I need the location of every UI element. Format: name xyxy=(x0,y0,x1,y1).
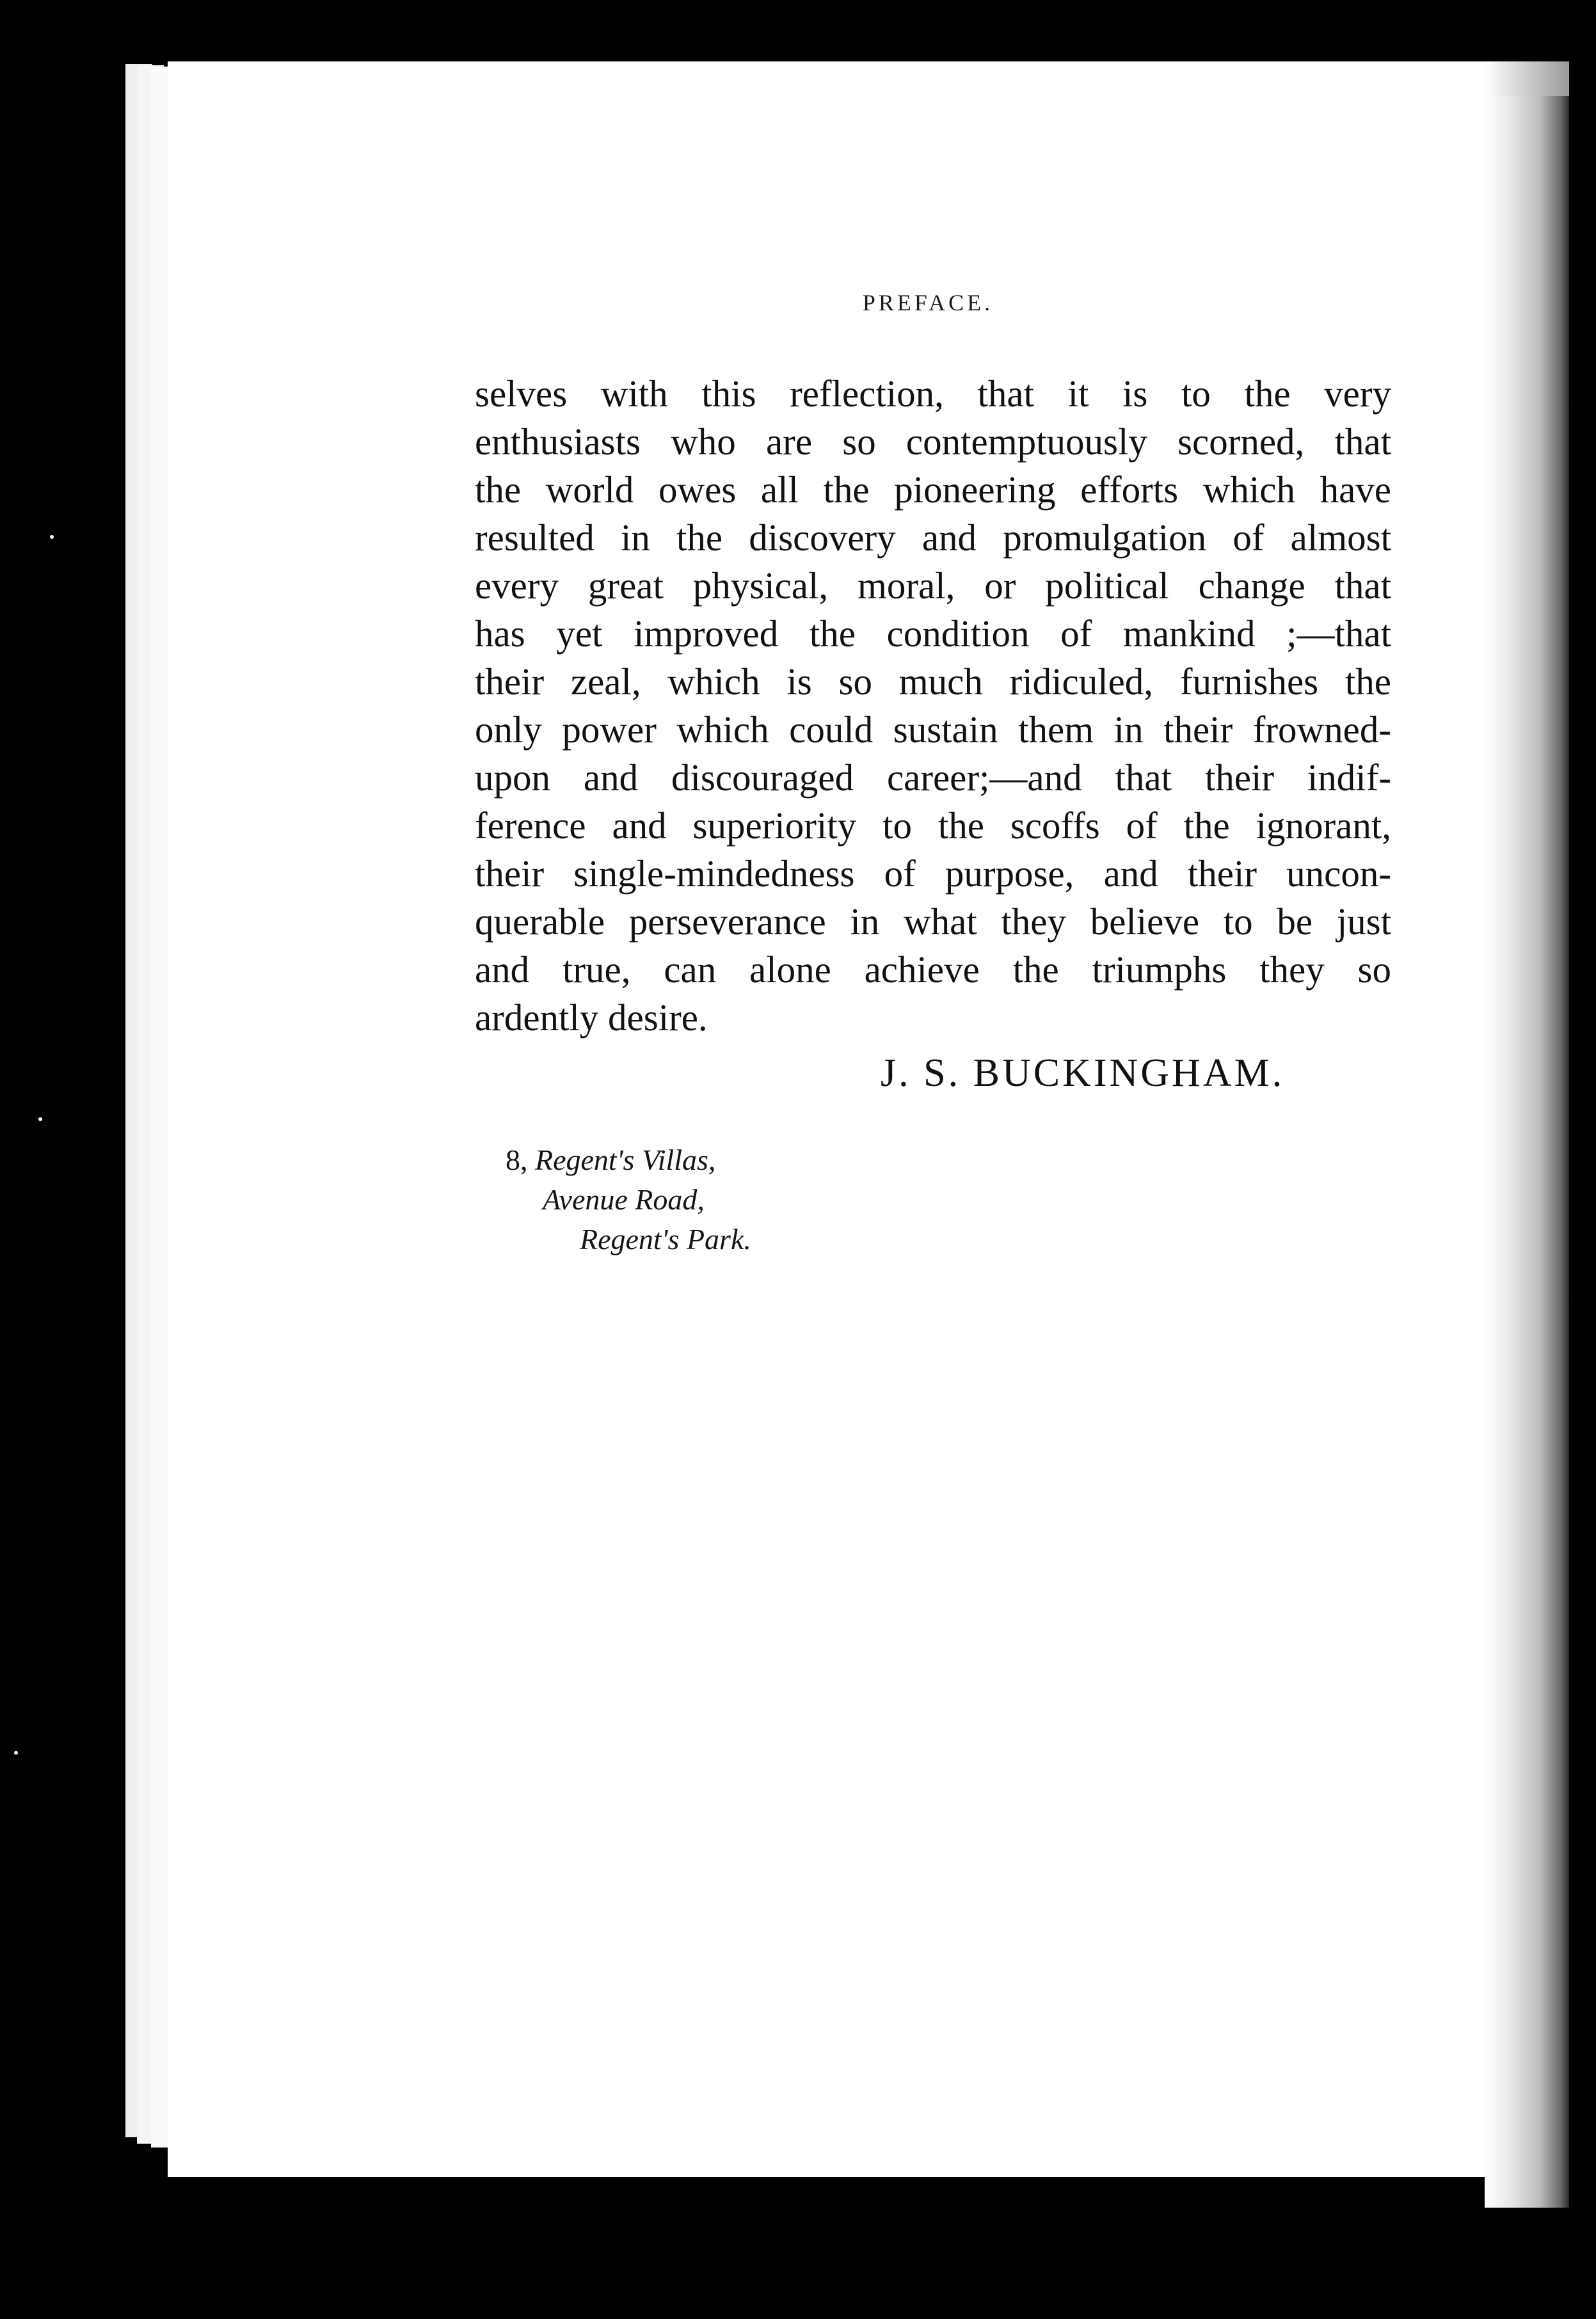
paragraph-line: querable perseverance in what they believe to be just xyxy=(475,900,1391,943)
paragraph-line: has yet improved the condition of mankind ;—that xyxy=(475,612,1391,655)
paragraph-line: their zeal, which is so much ridiculed, furnishes the xyxy=(475,660,1391,703)
page-gutter-shadow xyxy=(1485,96,1569,2208)
paragraph-line: the world owes all the pioneering efforts which have xyxy=(475,468,1391,511)
address-number: 8, xyxy=(506,1144,528,1176)
running-head: PREFACE. xyxy=(862,290,994,315)
paragraph-line: every great physical, moral, or political change that xyxy=(475,564,1391,607)
address-line-2: Avenue Road, xyxy=(543,1183,705,1216)
scan-speck xyxy=(38,1117,42,1121)
paragraph-line: and true, can alone achieve the triumphs they so xyxy=(475,948,1391,991)
address-villas: Regent's Villas, xyxy=(535,1144,716,1176)
paragraph-line: selves with this reflection, that it is to the very xyxy=(475,372,1391,415)
preface-paragraph xyxy=(475,370,1391,1042)
address-line-1 xyxy=(506,1143,715,1177)
paragraph-line: ardently desire. xyxy=(475,996,708,1039)
page-gutter-shadow xyxy=(1485,61,1569,100)
paragraph-line: upon and discouraged career;—and that their indif- xyxy=(475,756,1391,799)
address-line-3: Regent's Park. xyxy=(580,1223,751,1255)
scan-speck xyxy=(50,535,54,539)
author-signature: J. S. BUCKINGHAM. xyxy=(881,1051,1285,1095)
scan-speck xyxy=(14,1751,18,1755)
paragraph-line: only power which could sustain them in their frowned- xyxy=(475,708,1391,751)
paragraph-line: ference and superiority to the scoffs of the ignorant, xyxy=(475,804,1391,847)
paragraph-line: their single-mindedness of purpose, and their uncon- xyxy=(475,852,1391,895)
paragraph-line: enthusiasts who are so contemptuously scorned, that xyxy=(475,420,1391,463)
paragraph-line: resulted in the discovery and promulgation of almost xyxy=(475,516,1391,559)
